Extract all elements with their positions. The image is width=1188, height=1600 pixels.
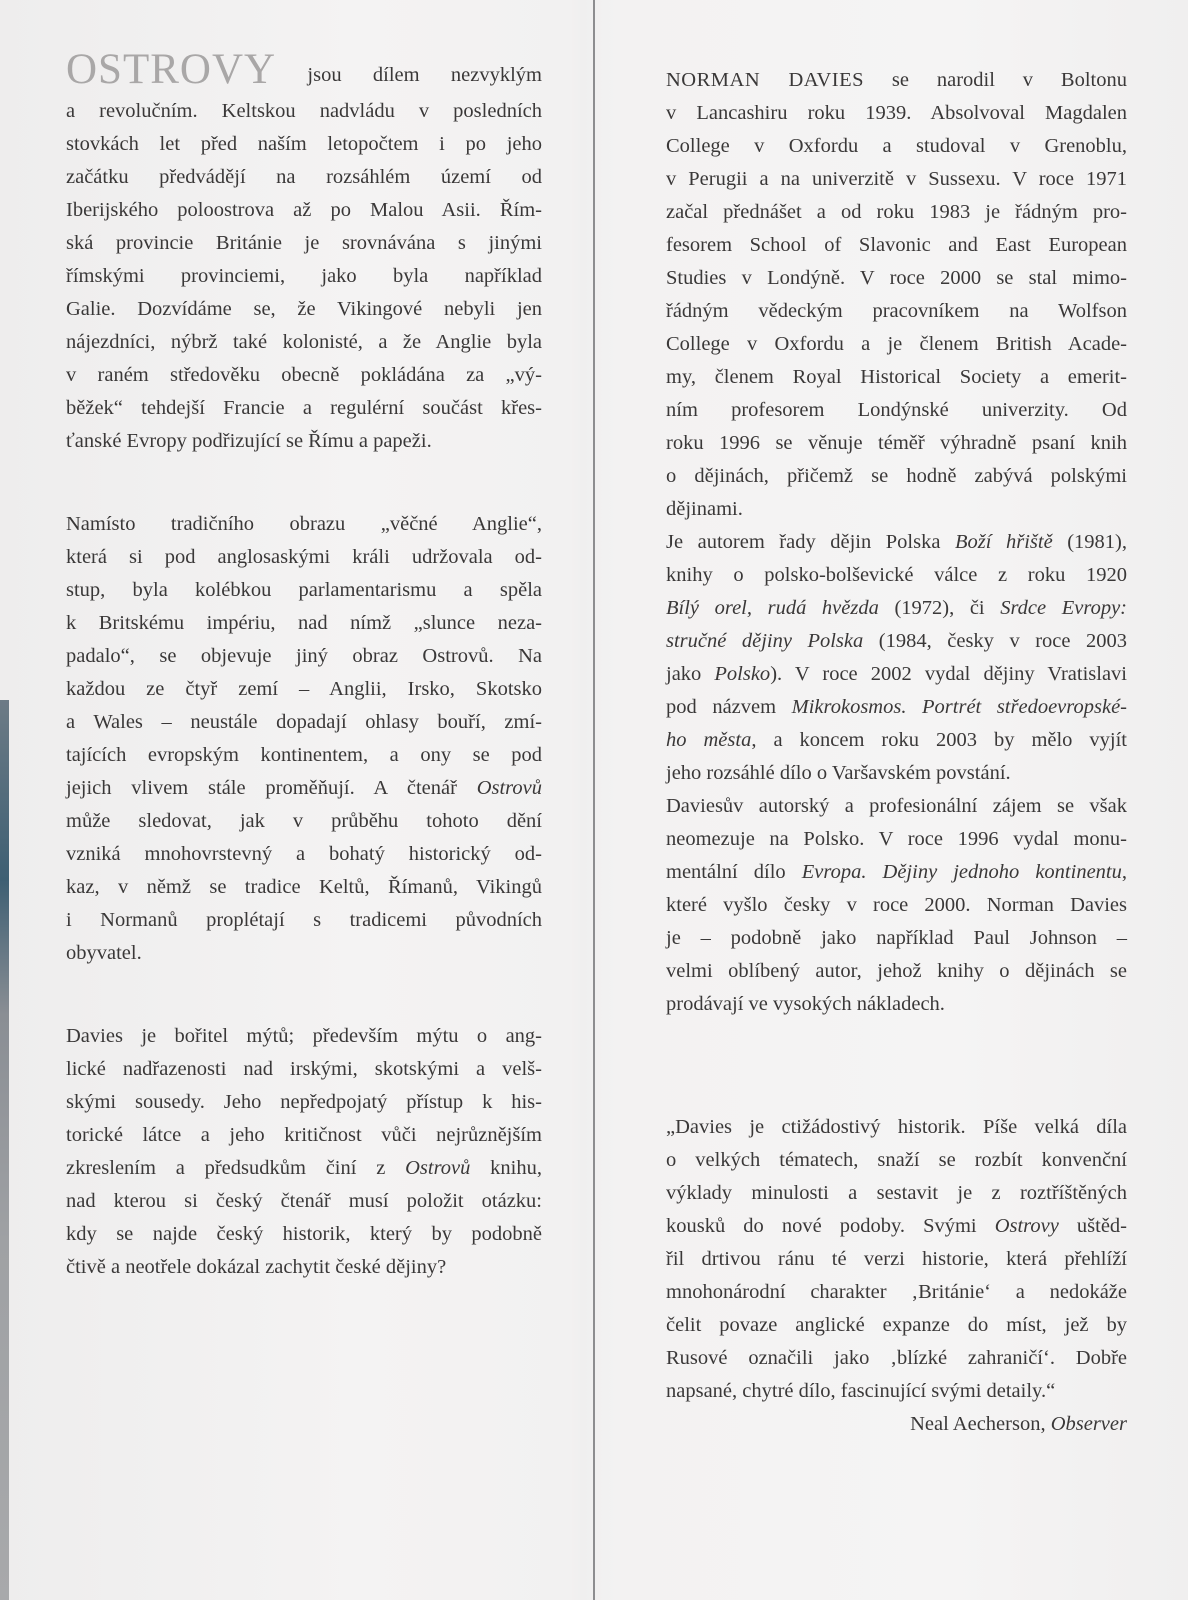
text-line: v raném středověku obecně pokládána za „vý-: [66, 364, 542, 386]
text-line: ho města, a koncem roku 2003 by mělo vyjít: [666, 729, 1128, 751]
italic-title: Bílý orel, rudá hvězda: [666, 597, 879, 619]
text-line: my, členem Royal Historical Society a emerit-: [666, 366, 1127, 388]
text-line: mnohonárodní charakter ‚Británie‘ a nedokáže: [666, 1281, 1127, 1303]
text-line: vzniká mnohovrstevný a bohatý historický od-: [66, 843, 542, 865]
text-line: které vyšlo česky v roce 2000. Norman Davies: [666, 894, 1127, 916]
italic-title: Polsko: [714, 663, 771, 685]
text-line: knihy o polsko-bolševické válce z roku 1920: [666, 564, 1127, 586]
text-line: „Davies je ctižádostivý historik. Píše velká díla: [666, 1116, 1127, 1138]
text-line: ská provincie Británie je srovnávána s jinými: [66, 232, 542, 254]
text-line: velmi oblíbený autor, jehož knihy o dějinách se: [666, 960, 1127, 982]
italic-title: Srdce Evropy:: [1000, 597, 1127, 619]
italic-title: Ostrovy: [994, 1215, 1059, 1237]
book-title: OSTROVY: [66, 46, 277, 93]
text-line: k Britskému impériu, nad nímž „slunce neza-: [66, 612, 542, 634]
text-line: kaz, v němž se tradice Keltů, Římanů, Vikingů: [66, 876, 542, 898]
italic-title: Ostrovů: [405, 1157, 471, 1179]
right-column: [666, 0, 1127, 1441]
text-line: nad kterou si český čtenář musí položit otázku:: [66, 1190, 542, 1212]
left-column: [66, 0, 542, 1284]
text-line: a revolučním. Keltskou nadvládu v posledních: [66, 100, 542, 122]
text-line: Namísto tradičního obrazu „věčné Anglie“,: [66, 513, 542, 535]
text-line: římskými provinciemi, jako byla například: [66, 265, 542, 287]
text-line: běžek“ tehdejší Francie a regulérní součást křes-: [66, 397, 542, 419]
text-line: Bílý orel, rudá hvězda (1972), či Srdce Evropy:: [666, 597, 1127, 619]
text-line: čtivě a neotřele dokázal zachytit české dějiny?: [66, 1256, 447, 1278]
text-line: Rusové označili jako ‚blízké zahraničí‘. Dobře: [666, 1347, 1127, 1369]
text-line: v Perugii a na univerzitě v Sussexu. V roce 1971: [666, 168, 1127, 190]
author-bio: [666, 64, 1127, 526]
text-line: kousků do nové podoby. Svými Ostrovy uštěd-: [666, 1215, 1127, 1237]
text-line: je – podobně jako například Paul Johnson –: [666, 927, 1127, 949]
text-line: roku 1996 se věnuje téměř výhradně psaní knih: [666, 432, 1127, 454]
author-works: [666, 526, 1127, 790]
text-line: Iberijského poloostrova až po Malou Asii. Řím-: [66, 199, 542, 221]
italic-title: Evropa. Dějiny jednoho kontinentu: [801, 861, 1122, 883]
italic-title: Ostrovů: [476, 777, 542, 799]
text-line: čelit povaze anglické expanze do míst, jež by: [666, 1314, 1127, 1336]
author-name: NORMAN DAVIES: [666, 69, 865, 91]
text-line: v Lancashiru roku 1939. Absolvoval Magdalen: [666, 102, 1127, 124]
text-line: zkreslením a předsudkům činí z Ostrovů knihu,: [66, 1157, 542, 1179]
text-line: napsané, chytré dílo, fascinující svými detaily.“: [666, 1380, 1056, 1402]
italic-title: Mikrokosmos. Portrét středoevropské-: [791, 696, 1127, 718]
text-line: stovkách let před naším letopočtem i po jeho: [66, 133, 542, 155]
intro-first-line: [66, 46, 542, 93]
text-line: prodávají ve vysokých nákladech.: [666, 993, 945, 1015]
reviewer-name: Neal Aecherson,: [910, 1413, 1051, 1435]
text-line: College v Oxfordu a studoval v Grenoblu,: [666, 135, 1127, 157]
review-quote: [666, 1111, 1127, 1441]
quote-attribution: [666, 1408, 1127, 1441]
text-line: stručné dějiny Polska (1984, česky v roce 2003: [666, 630, 1127, 652]
text-line: jejich vlivem stále proměňují. A čtenář Ostrovů: [66, 777, 542, 799]
text-line: College v Oxfordu a je členem British Acade-: [666, 333, 1127, 355]
text-line: řil drtivou ránu té verzi historie, která přehlíží: [666, 1248, 1127, 1270]
paragraph-eternal-england: [66, 508, 542, 970]
text-line: dějinami.: [666, 498, 743, 520]
paragraph-intro: [66, 95, 542, 458]
text-line: nájezdníci, nýbrž také kolonisté, a že Anglie byla: [66, 331, 542, 353]
intro-text: jsou dílem nezvyklým: [307, 64, 542, 86]
text-line: Davies je bořitel mýtů; především mýtu o ang-: [66, 1025, 542, 1047]
text-line: o dějinách, přičemž se hodně zabývá polskými: [666, 465, 1127, 487]
review-source: Observer: [1050, 1413, 1127, 1435]
text-line: mentální dílo Evropa. Dějiny jednoho kontinentu,: [666, 861, 1127, 883]
text-line: Galie. Dozvídáme se, že Vikingové nebyli jen: [66, 298, 542, 320]
text-line: padalo“, se objevuje jiný obraz Ostrovů. Na: [66, 645, 542, 667]
text-line: torické látce a jeho kritičnost vůči nejrůznějším: [66, 1124, 542, 1146]
text-line: řádným vědeckým pracovníkem na Wolfson: [666, 300, 1127, 322]
author-interest: [666, 790, 1127, 1021]
page-fold: [593, 0, 595, 1600]
text-line: ťanské Evropy podřizující se Římu a papeži.: [66, 430, 432, 452]
text-line: každou ze čtyř zemí – Anglii, Irsko, Skotsko: [66, 678, 542, 700]
text-line: i Normanů proplétají s tradicemi původních: [66, 909, 542, 931]
italic-title: stručné dějiny Polska: [666, 630, 864, 652]
text-line: Je autorem řady dějin Polska Boží hřiště (1981),: [666, 531, 1127, 553]
text-line: skými sousedy. Jeho nepředpojatý přístup k his-: [66, 1091, 542, 1113]
text-line: ním profesorem Londýnské univerzity. Od: [666, 399, 1127, 421]
italic-title: ho města: [666, 729, 752, 751]
text-line: Studies v Londýně. V roce 2000 se stal mimo-: [666, 267, 1127, 289]
text-line: NORMAN DAVIES se narodil v Boltonu: [666, 69, 1128, 91]
text-line: lické nadřazenosti nad irskými, skotskými a velš-: [66, 1058, 542, 1080]
text-line: o velkých tématech, snaží se rozbít konvenční: [666, 1149, 1127, 1171]
text-line: jako Polsko). V roce 2002 vydal dějiny Vratislavi: [666, 663, 1128, 685]
text-line: začal přednášet a od roku 1983 je řádným pro-: [666, 201, 1127, 223]
cover-edge: [0, 700, 9, 1600]
text-line: stup, byla kolébkou parlamentarismu a spěla: [66, 579, 542, 601]
text-line: Daviesův autorský a profesionální zájem se však: [666, 795, 1127, 817]
italic-title: Boží hřiště: [955, 531, 1053, 553]
text-line: pod názvem Mikrokosmos. Portrét středoevropské-: [666, 696, 1127, 718]
text-line: a Wales – neustále dopadají ohlasy bouří, zmí-: [66, 711, 542, 733]
text-line: která si pod anglosaskými králi udržovala od-: [66, 546, 542, 568]
text-line: tajících evropským kontinentem, a ony se pod: [66, 744, 542, 766]
paragraph-myth-breaker: [66, 1020, 542, 1284]
text-line: obyvatel.: [66, 942, 142, 964]
text-line: kdy se najde český historik, který by podobně: [66, 1223, 542, 1245]
text-line: výklady minulosti a sestavit je z roztříštěných: [666, 1182, 1127, 1204]
text-line: fesorem School of Slavonic and East European: [666, 234, 1127, 256]
text-line: jeho rozsáhlé dílo o Varšavském povstání.: [666, 762, 1011, 784]
text-line: začátku předvádějí na rozsáhlém území od: [66, 166, 542, 188]
text-line: může sledovat, jak v průběhu tohoto dění: [66, 810, 542, 832]
text-line: neomezuje na Polsko. V roce 1996 vydal monu-: [666, 828, 1127, 850]
